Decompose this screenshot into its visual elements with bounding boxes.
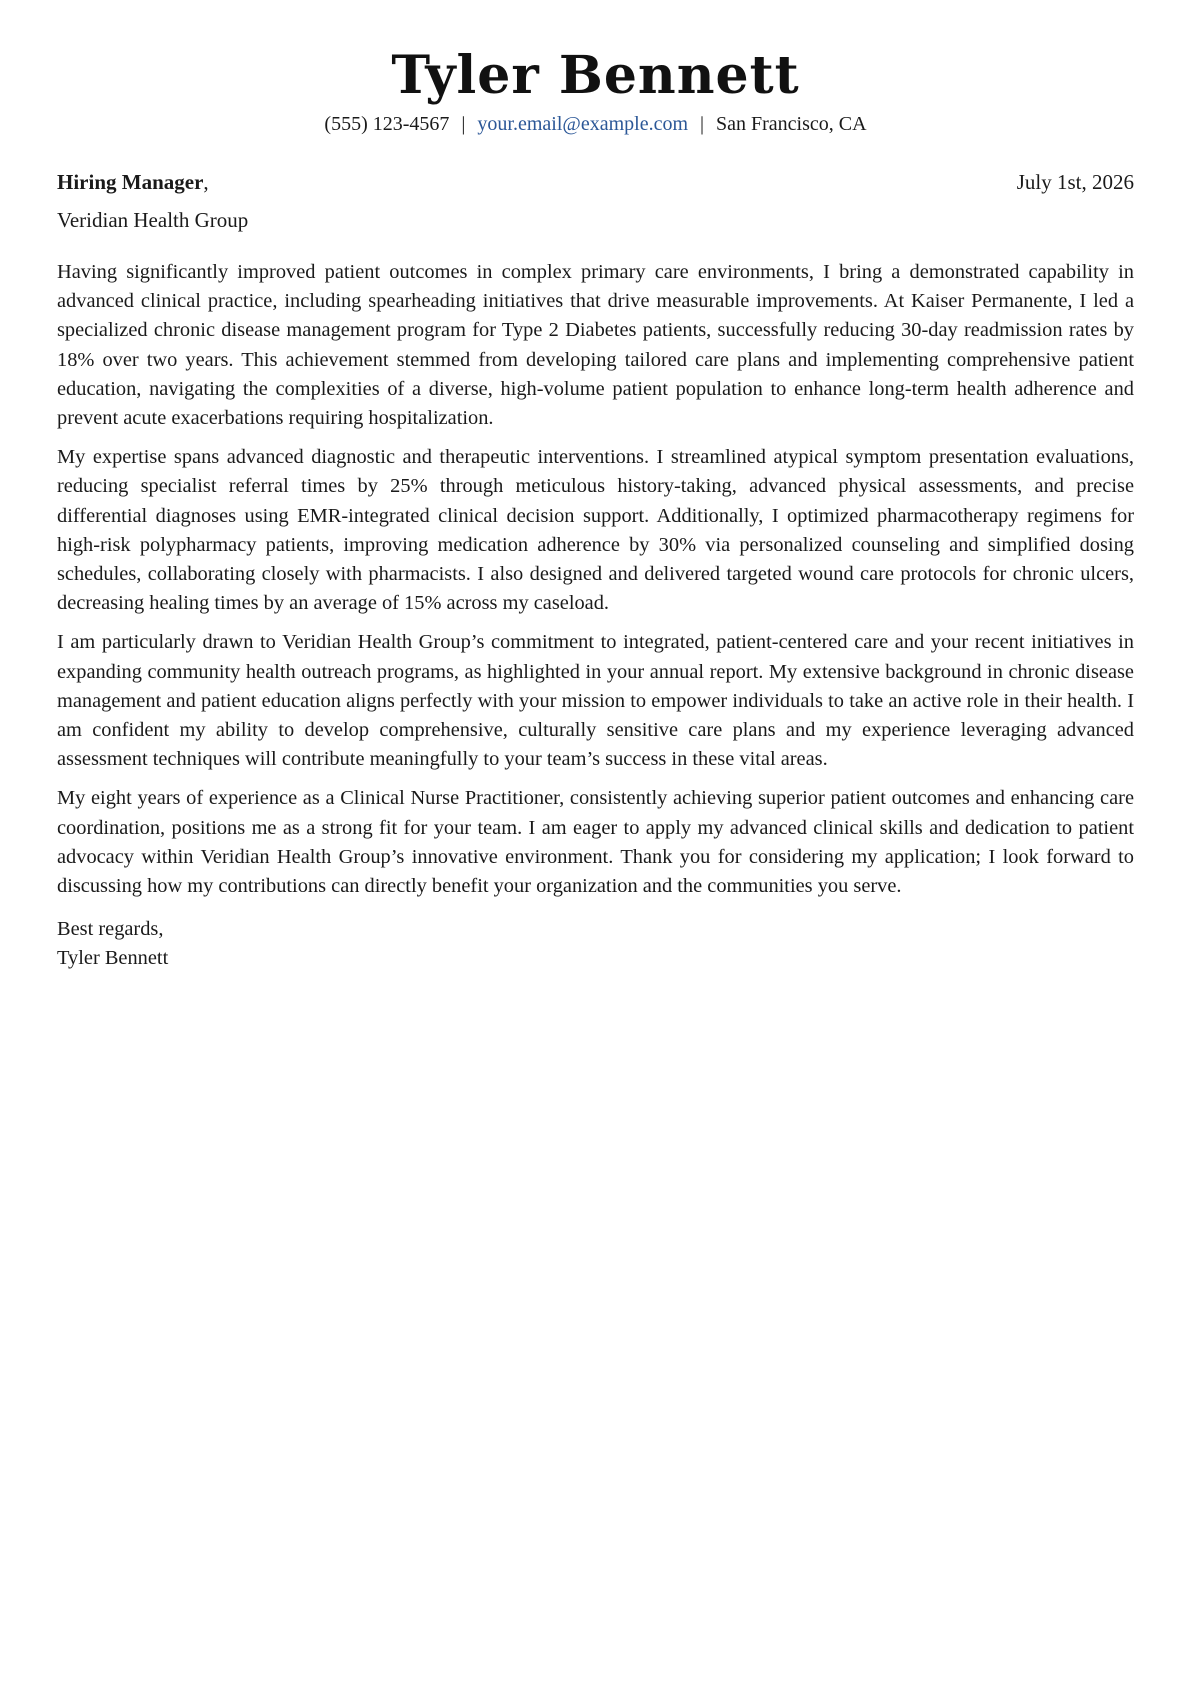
- recipient-name: Hiring Manager: [57, 170, 204, 194]
- cover-letter-page: [57, 0, 1134, 973]
- body-paragraph: Having significantly improved patient outcomes in complex primary care environments, I bring a demonstrated capability in advanced clinical practice, including spearheading initiatives that drive measurable improvements. At Kaiser Permanente, I led a specialized chronic disease management program for Type 2 Diabetes patients, successfully reducing 30-day readmission rates by 18% over two years. This achievement stemmed from developing tailored care plans and implementing comprehensive patient education, navigating the complexities of a diverse, high-volume patient population to enhance long-term health adherence and prevent acute exacerbations requiring hospitalization.: [57, 261, 1134, 430]
- recipient-block: [57, 168, 209, 196]
- location: San Francisco, CA: [716, 113, 867, 135]
- contact-separator: |: [461, 113, 466, 135]
- contact-separator: |: [700, 113, 705, 135]
- letter-body: [57, 258, 1134, 901]
- email-link[interactable]: your.email@example.com: [477, 113, 688, 135]
- contact-line: [57, 110, 1134, 138]
- recipient-comma: ,: [203, 170, 209, 194]
- closing-salutation: Best regards,: [57, 918, 164, 941]
- body-paragraph: My expertise spans advanced diagnostic and therapeutic interventions. I streamlined atypical symptom presentation evaluations, reducing specialist referral times by 25% through meticulous history-taking, advanced physical assessments, and precise differential diagnoses using EMR-integrated clinical decision support. Additionally, I optimized pharmacotherapy regimens for high-risk polypharmacy patients, improving medication adherence by 30% via personalized counseling and simplified dosing schedules, collaborating closely with pharmacists. I also designed and delivered targeted wound care protocols for chronic ulcers, decreasing healing times by an average of 15% across my caseload.: [57, 446, 1134, 615]
- body-paragraph: I am particularly drawn to Veridian Health Group’s commitment to integrated, patient-centered care and your recent initiatives in expanding community health outreach programs, as highlighted in your annual report. My extensive background in chronic disease management and patient education aligns perfectly with your mission to empower individuals to take an active role in their health. I am confident my ability to develop comprehensive, culturally sensitive care plans and my experience leveraging advanced assessment techniques will contribute meaningfully to your team’s success in these vital areas.: [57, 631, 1134, 771]
- recipient-date-row: [57, 168, 1134, 196]
- phone-number: (555) 123-4567: [324, 113, 450, 135]
- body-paragraph: My eight years of experience as a Clinical Nurse Practitioner, consistently achieving superior patient outcomes and enhancing care coordination, positions me as a strong fit for your team. I am eager to apply my advanced clinical skills and dedication to patient advocacy within Veridian Health Group’s innovative environment. Thank you for considering my application; I look forward to discussing how my contributions can directly benefit your organization and the communities you serve.: [57, 787, 1134, 898]
- letter-closing: [57, 915, 1134, 973]
- recipient-company: Veridian Health Group: [57, 208, 249, 232]
- applicant-name: Tyler Bennett: [391, 45, 800, 106]
- letter-date: July 1st, 2026: [1016, 170, 1134, 194]
- closing-signature: Tyler Bennett: [57, 947, 169, 970]
